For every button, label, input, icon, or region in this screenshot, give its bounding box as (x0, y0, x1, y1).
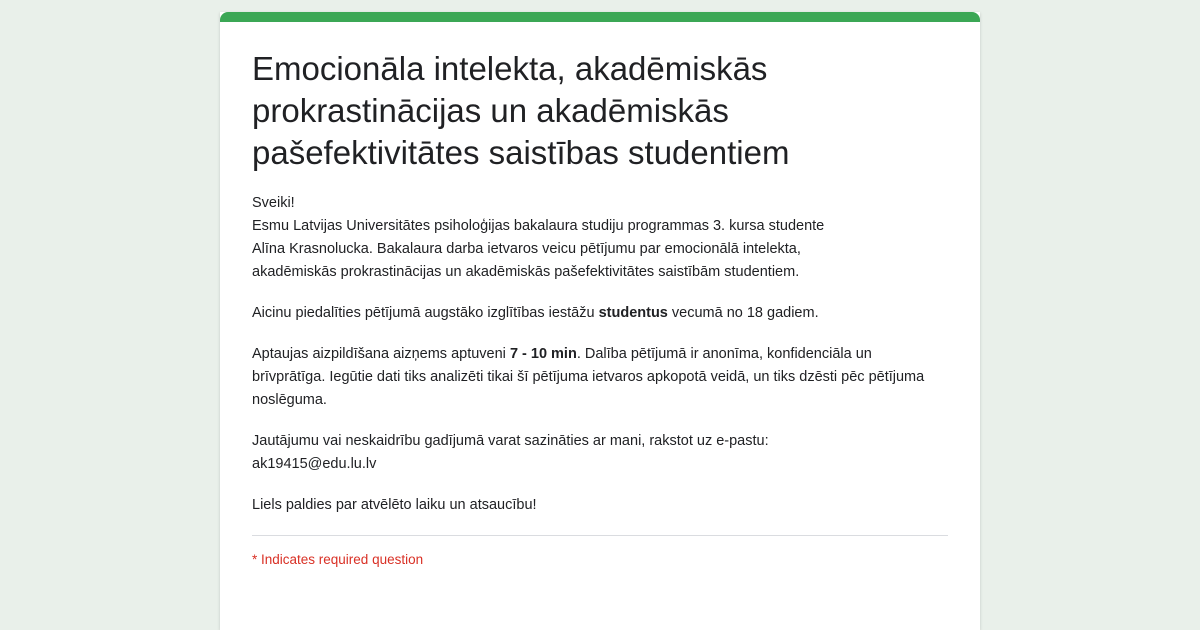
description-intro-line-3: akadēmiskās prokrastinācijas un akadēmiskās pašefektivitātes saistībām studentiem. (252, 264, 800, 280)
description-contact-line: Jautājumu vai neskaidrību gadījumā varat sazināties ar mani, rakstot uz e-pastu: (252, 433, 769, 449)
duration-text-bold: 7 - 10 min (509, 346, 577, 362)
description-intro-line-1: Esmu Latvijas Universitātes psiholoģijas bakalaura studiju programmas 3. kursa studente (252, 218, 825, 234)
invite-text-after: vecumā no 18 gadiem. (667, 305, 819, 321)
form-accent-bar (220, 12, 980, 22)
description-thanks: Liels paldies par atvēlēto laiku un atsaucību! (252, 497, 537, 513)
invite-text-before: Aicinu piedalīties pētījumā augstāko izglītības iestāžu (252, 305, 599, 321)
description-duration (252, 343, 948, 412)
description-invite (252, 302, 948, 325)
description-contact-email: ak19415@edu.lu.lv (252, 456, 377, 472)
duration-text-before: Aptaujas aizpildīšana aizņems aptuveni (252, 346, 510, 362)
form-title: Emocionāla intelekta, akadēmiskās prokrastinācijas un akadēmiskās pašefektivitātes saistības studentiem (252, 50, 790, 171)
duration-text-after: . Dalība pētījumā ir anonīma, konfidenciāla un brīvprātīga. Iegūtie dati tiks analizēti tikai šī pētījuma ietvaros apkopotā veidā, un tiks dzēsti pēc pētījuma noslēguma. (252, 346, 925, 408)
required-question-note: * Indicates required question (252, 552, 424, 567)
form-description (252, 192, 948, 517)
description-intro-line-2: Alīna Krasnolucka. Bakalaura darba ietvaros veicu pētījumu par emocionālā intelekta, (252, 241, 801, 257)
form-card (220, 12, 980, 630)
description-greeting: Sveiki! (252, 195, 295, 211)
invite-text-bold: studentus (598, 305, 668, 321)
form-card-body (220, 22, 980, 536)
